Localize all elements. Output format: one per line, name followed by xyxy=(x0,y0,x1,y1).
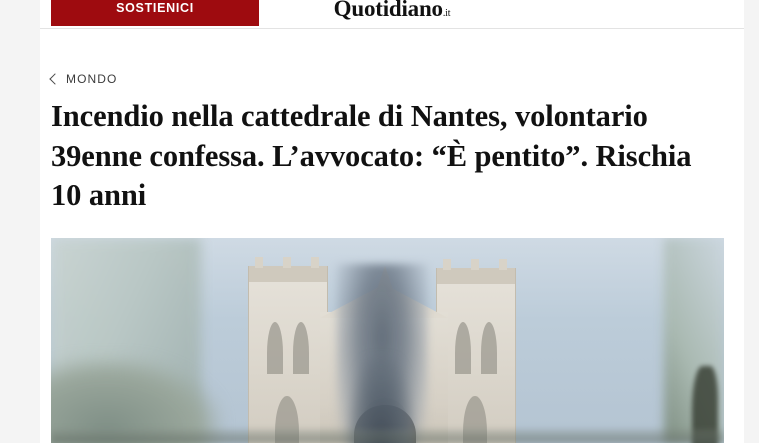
article-container xyxy=(40,29,744,443)
masthead-suffix: .it xyxy=(442,8,451,19)
hero-cathedral xyxy=(240,238,530,443)
hero-window xyxy=(293,322,309,374)
page-gutter-right xyxy=(744,0,759,443)
hero-merlon xyxy=(499,259,507,270)
page-gutter-left xyxy=(0,0,40,443)
article-hero-image xyxy=(51,238,724,443)
support-button[interactable]: SOSTIENICI xyxy=(51,0,259,26)
masthead-word: Quotidiano xyxy=(333,0,443,21)
hero-merlon xyxy=(471,259,479,270)
breadcrumb-label: MONDO xyxy=(66,72,118,86)
hero-merlon xyxy=(443,259,451,270)
hero-tower-left xyxy=(248,266,328,443)
hero-foreground xyxy=(51,429,724,443)
site-header xyxy=(40,0,744,29)
page-title: Incendio nella cattedrale di Nantes, volontario 39enne confessa. L’avvocato: “È pentito”. Rischia 10 anni xyxy=(51,99,692,213)
site-logo[interactable] xyxy=(334,0,451,20)
hero-tower-right-top xyxy=(437,268,515,284)
hero-merlon xyxy=(283,257,291,268)
hero-merlon xyxy=(311,257,319,268)
breadcrumb[interactable] xyxy=(51,72,118,86)
hero-window xyxy=(455,322,471,374)
hero-tower-right xyxy=(436,268,516,443)
hero-tower-left-top xyxy=(249,266,327,282)
hero-window xyxy=(267,322,283,374)
masthead-line-2 xyxy=(334,0,451,20)
hero-merlon xyxy=(255,257,263,268)
hero-window xyxy=(481,322,497,374)
chevron-left-icon xyxy=(49,73,60,84)
